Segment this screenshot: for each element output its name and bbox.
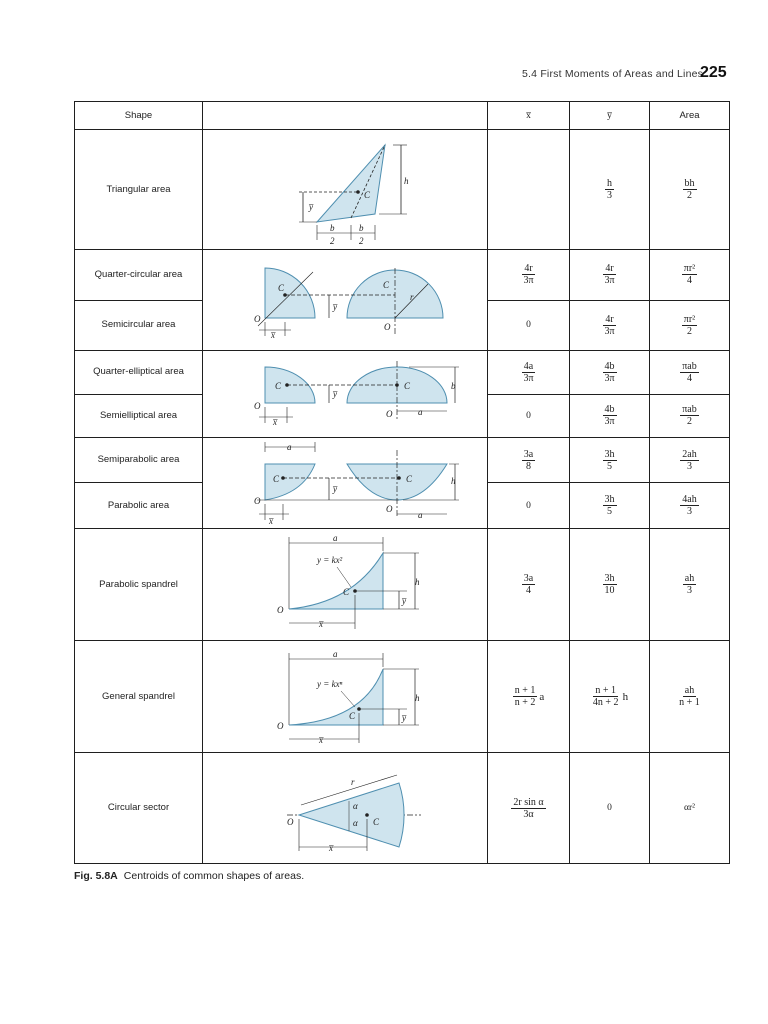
label-ybar: y̅ bbox=[333, 389, 337, 399]
label-c1: C bbox=[273, 474, 280, 484]
label-xbar: x̅ bbox=[273, 417, 277, 427]
label-xbar: x̅ bbox=[319, 735, 323, 745]
figure-cell bbox=[203, 641, 488, 753]
label-c1: C bbox=[275, 381, 282, 391]
cell-area: $\frac{2ah}{3}$ bbox=[650, 438, 730, 483]
label-ybar: y̅ bbox=[309, 202, 313, 212]
page-number: 225 bbox=[700, 64, 727, 81]
col-figure bbox=[203, 102, 488, 130]
sector-figure bbox=[203, 753, 487, 863]
triangle-shape bbox=[317, 145, 385, 222]
parabolic-spandrel-figure bbox=[203, 529, 487, 640]
label-ybar: y̅ bbox=[402, 713, 406, 723]
label-o: O bbox=[277, 605, 284, 615]
row-name: Quarter-circular area bbox=[75, 250, 203, 301]
label-xbar: x̅ bbox=[269, 516, 273, 526]
label-r: r bbox=[351, 777, 355, 787]
label-o2: O bbox=[386, 504, 393, 514]
label-c: C bbox=[373, 817, 380, 827]
label-alpha1: α bbox=[353, 801, 358, 811]
quarter-circle-shape bbox=[265, 268, 315, 318]
label-b: b bbox=[451, 381, 456, 391]
ellipse-figure bbox=[203, 351, 487, 437]
cell-ybar: $\frac{n + 1}{4n + 2}$ h bbox=[570, 641, 650, 753]
row-name: Parabolic area bbox=[75, 483, 203, 529]
triangle-figure bbox=[203, 130, 487, 249]
label-two1: 2 bbox=[330, 236, 335, 246]
label-o: O bbox=[277, 721, 284, 731]
label-c: C bbox=[364, 190, 371, 200]
cell-area: $\frac{ah}{n + 1}$ bbox=[650, 641, 730, 753]
sector-shape bbox=[299, 783, 404, 847]
row-name: Circular sector bbox=[75, 753, 203, 864]
spandrel-shape bbox=[289, 669, 383, 725]
label-c2: C bbox=[383, 280, 390, 290]
cell-area: $\frac{\text{πab}}{4}$ bbox=[650, 351, 730, 395]
label-o1: O bbox=[254, 314, 261, 324]
row-name: Semicircular area bbox=[75, 300, 203, 351]
label-xbar: x̅ bbox=[319, 619, 323, 629]
label-ybar: y̅ bbox=[402, 596, 406, 606]
figure-cell bbox=[203, 250, 488, 351]
cell-xbar: $\frac{4r}{3\pi}$ bbox=[488, 250, 570, 301]
label-h: h bbox=[451, 476, 456, 486]
equation: y = kxⁿ bbox=[317, 679, 343, 689]
table-header-row bbox=[75, 102, 730, 130]
label-o2: O bbox=[386, 409, 393, 419]
cell-area: $\frac{\text{πab}}{2}$ bbox=[650, 394, 730, 438]
label-two2: 2 bbox=[359, 236, 364, 246]
figure-cell bbox=[203, 351, 488, 438]
label-ybar: y̅ bbox=[333, 484, 337, 494]
cell-xbar: $\frac{n + 1}{n + 2}$ a bbox=[488, 641, 570, 753]
row-name: Parabolic spandrel bbox=[75, 529, 203, 641]
label-h: h bbox=[415, 693, 420, 703]
cell-area: $\frac{bh}{2}$ bbox=[650, 130, 730, 250]
row-name: General spandrel bbox=[75, 641, 203, 753]
label-a: a bbox=[418, 407, 423, 417]
label-c: C bbox=[343, 587, 350, 597]
running-header: 5.4 First Moments of Areas and Lines bbox=[522, 68, 704, 80]
cell-ybar: $\frac{3h}{5}$ bbox=[570, 438, 650, 483]
label-o1: O bbox=[254, 496, 261, 506]
figure-cell bbox=[203, 130, 488, 250]
label-c2: C bbox=[406, 474, 413, 484]
table-row bbox=[75, 529, 730, 641]
cell-area: $\frac{\text{πr²}}{2}$ bbox=[650, 300, 730, 351]
label-b1: b bbox=[330, 223, 335, 233]
table-row bbox=[75, 250, 730, 301]
cell-xbar: $\frac{\text{2r sin α}}{3\alpha}$ bbox=[488, 753, 570, 864]
col-ybar: y̅ bbox=[570, 102, 650, 130]
label-o2: O bbox=[384, 322, 391, 332]
table-row bbox=[75, 130, 730, 250]
figure-cell bbox=[203, 753, 488, 864]
centroids-table bbox=[74, 101, 730, 864]
label-a-top: a bbox=[287, 442, 292, 452]
col-area: Area bbox=[650, 102, 730, 130]
row-name: Semielliptical area bbox=[75, 394, 203, 438]
table-row bbox=[75, 351, 730, 395]
cell-xbar: 0 bbox=[488, 483, 570, 529]
cell-xbar: $\frac{3a}{4}$ bbox=[488, 529, 570, 641]
cell-xbar bbox=[488, 130, 570, 250]
caption-text: Centroids of common shapes of areas. bbox=[123, 870, 305, 882]
parabola-figure bbox=[203, 438, 487, 528]
col-shape: Shape bbox=[75, 102, 203, 130]
label-a: a bbox=[333, 533, 338, 543]
label-c2: C bbox=[404, 381, 411, 391]
cell-ybar: $\frac{4b}{3\pi}$ bbox=[570, 394, 650, 438]
label-b2: b bbox=[359, 223, 364, 233]
label-xbar: x̅ bbox=[329, 843, 333, 853]
cell-ybar: $\frac{4r}{3\pi}$ bbox=[570, 250, 650, 301]
figure-cell bbox=[203, 438, 488, 529]
cell-area: $\frac{\text{πr²}}{4}$ bbox=[650, 250, 730, 301]
label-h: h bbox=[415, 577, 420, 587]
label-ybar: y̅ bbox=[333, 302, 337, 312]
cell-xbar: $\frac{3a}{8}$ bbox=[488, 438, 570, 483]
cell-ybar: $\frac{3h}{5}$ bbox=[570, 483, 650, 529]
cell-ybar: 0 bbox=[570, 753, 650, 864]
cell-xbar: $\frac{4a}{3\pi}$ bbox=[488, 351, 570, 395]
table-row bbox=[75, 438, 730, 483]
label-a: a bbox=[418, 510, 423, 520]
cell-xbar: 0 bbox=[488, 300, 570, 351]
equation: y = kx² bbox=[317, 555, 343, 565]
col-xbar: x̅ bbox=[488, 102, 570, 130]
caption-label: Fig. 5.8A bbox=[74, 870, 118, 882]
label-o1: O bbox=[254, 401, 261, 411]
general-spandrel-figure bbox=[203, 641, 487, 752]
label-alpha2: α bbox=[353, 818, 358, 828]
cell-ybar: $\frac{4r}{3\pi}$ bbox=[570, 300, 650, 351]
cell-area: αr² bbox=[650, 753, 730, 864]
cell-ybar: $\frac{4b}{3\pi}$ bbox=[570, 351, 650, 395]
label-a: a bbox=[333, 649, 338, 659]
table-row bbox=[75, 641, 730, 753]
label-h: h bbox=[404, 176, 409, 186]
figure-caption bbox=[74, 870, 304, 882]
cell-area: $\frac{4ah}{3}$ bbox=[650, 483, 730, 529]
label-o: O bbox=[287, 817, 294, 827]
row-name: Triangular area bbox=[75, 130, 203, 250]
label-c1: C bbox=[278, 283, 285, 293]
figure-cell bbox=[203, 529, 488, 641]
circle-figure bbox=[203, 250, 487, 350]
label-xbar: x̅ bbox=[271, 330, 275, 340]
table-row bbox=[75, 753, 730, 864]
cell-area: $\frac{ah}{3}$ bbox=[650, 529, 730, 641]
label-r: r bbox=[410, 292, 414, 302]
row-name: Semiparabolic area bbox=[75, 438, 203, 483]
row-name: Quarter-elliptical area bbox=[75, 351, 203, 395]
cell-xbar: 0 bbox=[488, 394, 570, 438]
label-c: C bbox=[349, 711, 356, 721]
cell-ybar: $\frac{3h}{10}$ bbox=[570, 529, 650, 641]
cell-ybar: $\frac{h}{3}$ bbox=[570, 130, 650, 250]
centroid-point bbox=[356, 190, 360, 194]
